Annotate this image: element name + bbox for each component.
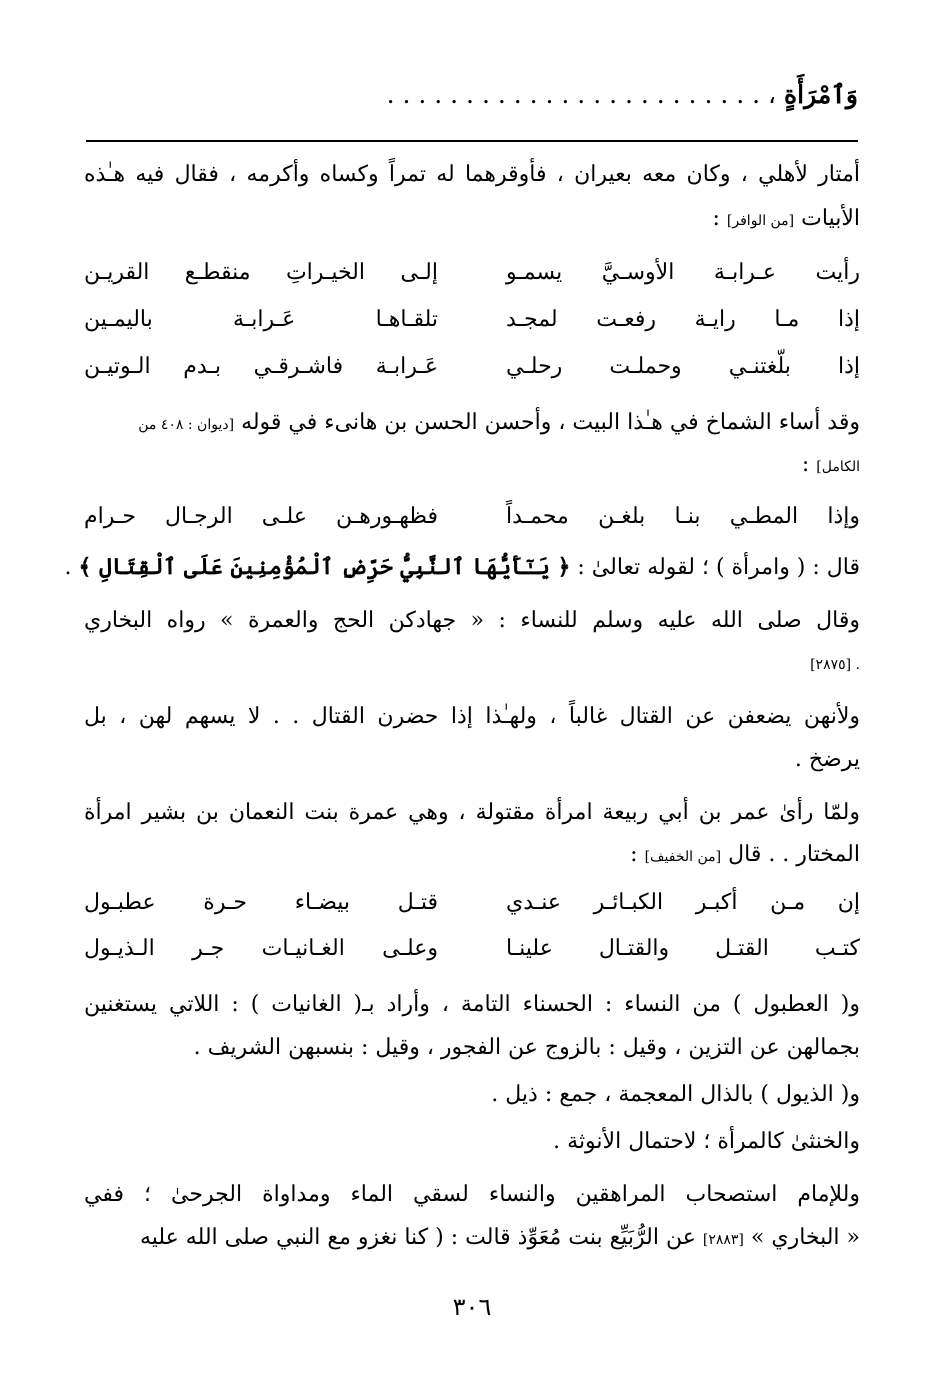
text-line: ولمّا رأىٰ عمر بن أبي ربيعة امرأة مقتولة ، وهي عمرة بنت النعمان بن بشير امرأة — [84, 800, 860, 825]
meter-note: [من الخفيف] — [644, 849, 722, 865]
meter-note: [من الوافر] — [726, 213, 795, 229]
text-line: و( الذيول ) بالذال المعجمة ، جمع : ذيل . — [491, 1082, 860, 1107]
verse-first-hemistich: رأيت عـرابـة الأوسـيَّ يسمـو — [506, 260, 860, 285]
verse-line — [84, 303, 860, 337]
verse-first-hemistich: إذا مـا رايـة رفعـت لمجـد — [506, 307, 860, 332]
text-line — [64, 550, 860, 585]
line-text: « البخاري » — [750, 1225, 860, 1250]
text-line — [84, 406, 860, 442]
text-line — [84, 448, 860, 484]
verse-first-hemistich: إذا بلّغتنـي وحملـت رحلـي — [506, 354, 860, 379]
line-text: قال : ( وامرأة ) ؛ لقوله تعالىٰ : — [577, 555, 860, 580]
verse-line — [84, 500, 860, 534]
text-line — [84, 646, 860, 682]
text-line — [84, 1221, 860, 1257]
page-number: ٣٠٦ — [452, 1293, 492, 1321]
quran-verse: ﴿ يَـٰٓأَيُّهَا ٱلنَّبِيُّ حَرِّضِ ٱلْمُؤْمِنِينَ عَلَى ٱلْقِتَالِ ﴾ — [78, 554, 571, 580]
line-text: : — [801, 452, 810, 477]
line-text: عن الرُّبَيِّع بنت مُعَوِّذ قالت : ( كنا نغزو مع النبي صلى الله عليه — [139, 1225, 696, 1250]
verse-second-hemistich: عَـرابـة فاشـرقـي بـدم الـوتيـن — [84, 354, 438, 379]
reference-note: . [٢٨٧٥] — [810, 657, 860, 673]
verse-second-hemistich: تلقـاهـا عَـرابـة باليمـين — [84, 307, 438, 332]
running-header — [86, 78, 858, 112]
verse-second-hemistich: قتـل بيضـاء حـرة عطبـول — [84, 890, 438, 915]
text-line: والخنثىٰ كالمرأة ؛ لاحتمال الأنوثة . — [553, 1129, 860, 1154]
text-line: وللإمام استصحاب المراهقين والنساء لسقي الماء ومداواة الجرحىٰ ؛ ففي — [84, 1182, 860, 1207]
text-line: وقال صلى الله عليه وسلم للنساء : « جهادكن الحج والعمرة » رواه البخاري — [84, 608, 860, 633]
text-line: بجمالهن عن التزين ، وقيل : بالزوج عن الفجور ، وقيل : بنسبهن الشريف . — [193, 1035, 860, 1060]
verse-first-hemistich: كتـب القتـل والقتـال علينـا — [506, 936, 860, 961]
text-line — [84, 202, 860, 238]
verse-second-hemistich: وعلـى الغـانيـات جـر الـذيـول — [84, 936, 438, 961]
text-line: و( العطبول ) من النساء : الحسناء التامة ، وأراد بـ( الغانيات ) : اللاتي يستغنين — [84, 992, 860, 1017]
header-dots: ، . . . . . . . . . . . . . . . . . . . . . . . . — [386, 80, 785, 109]
verse-second-hemistich: فظهـورهـن علـى الرجـال حـرام — [84, 504, 438, 529]
verse-first-hemistich: وإذا المطـي بنـا بلغـن محمـداً — [506, 504, 860, 529]
text-line: ولأنهن يضعفن عن القتال غالباً ، ولهـٰذا إذا حضرن القتال . . لا يسهم لهن ، بل — [84, 704, 860, 729]
line-text: المختار . . قال — [728, 842, 860, 867]
reference-note: [٢٨٨٣] — [702, 1232, 744, 1248]
line-text: : — [630, 842, 638, 867]
verse-first-hemistich: إن مـن أكبـر الكبـائـر عنـدي — [506, 890, 860, 915]
line-text: . — [64, 555, 72, 580]
header-rule — [86, 140, 858, 142]
meter-note: الكامل] — [816, 459, 860, 475]
text-line — [84, 838, 860, 874]
verse-line — [84, 256, 860, 290]
verse-line — [84, 932, 860, 966]
line-text: : — [712, 206, 720, 231]
verse-second-hemistich: إلـى الخيـراتِ منقطـع القريـن — [84, 260, 438, 285]
line-text: وقد أساء الشماخ في هـٰذا البيت ، وأحسن الحسن بن هانىء في قوله — [241, 410, 860, 435]
line-text: الأبيات — [801, 206, 860, 231]
verse-line — [84, 350, 860, 384]
text-line: يرضخ . — [794, 747, 860, 772]
source-note: [ديوان : ٤٠٨ من — [138, 417, 235, 433]
verse-line — [84, 886, 860, 920]
text-line: أمتار لأهلي ، وكان معه بعيران ، فأوقرهما له تمراً وكساه وأكرمه ، فقال فيه هـٰذه — [84, 162, 860, 187]
header-word: وَٱمْرَأَةٍ — [784, 80, 858, 109]
